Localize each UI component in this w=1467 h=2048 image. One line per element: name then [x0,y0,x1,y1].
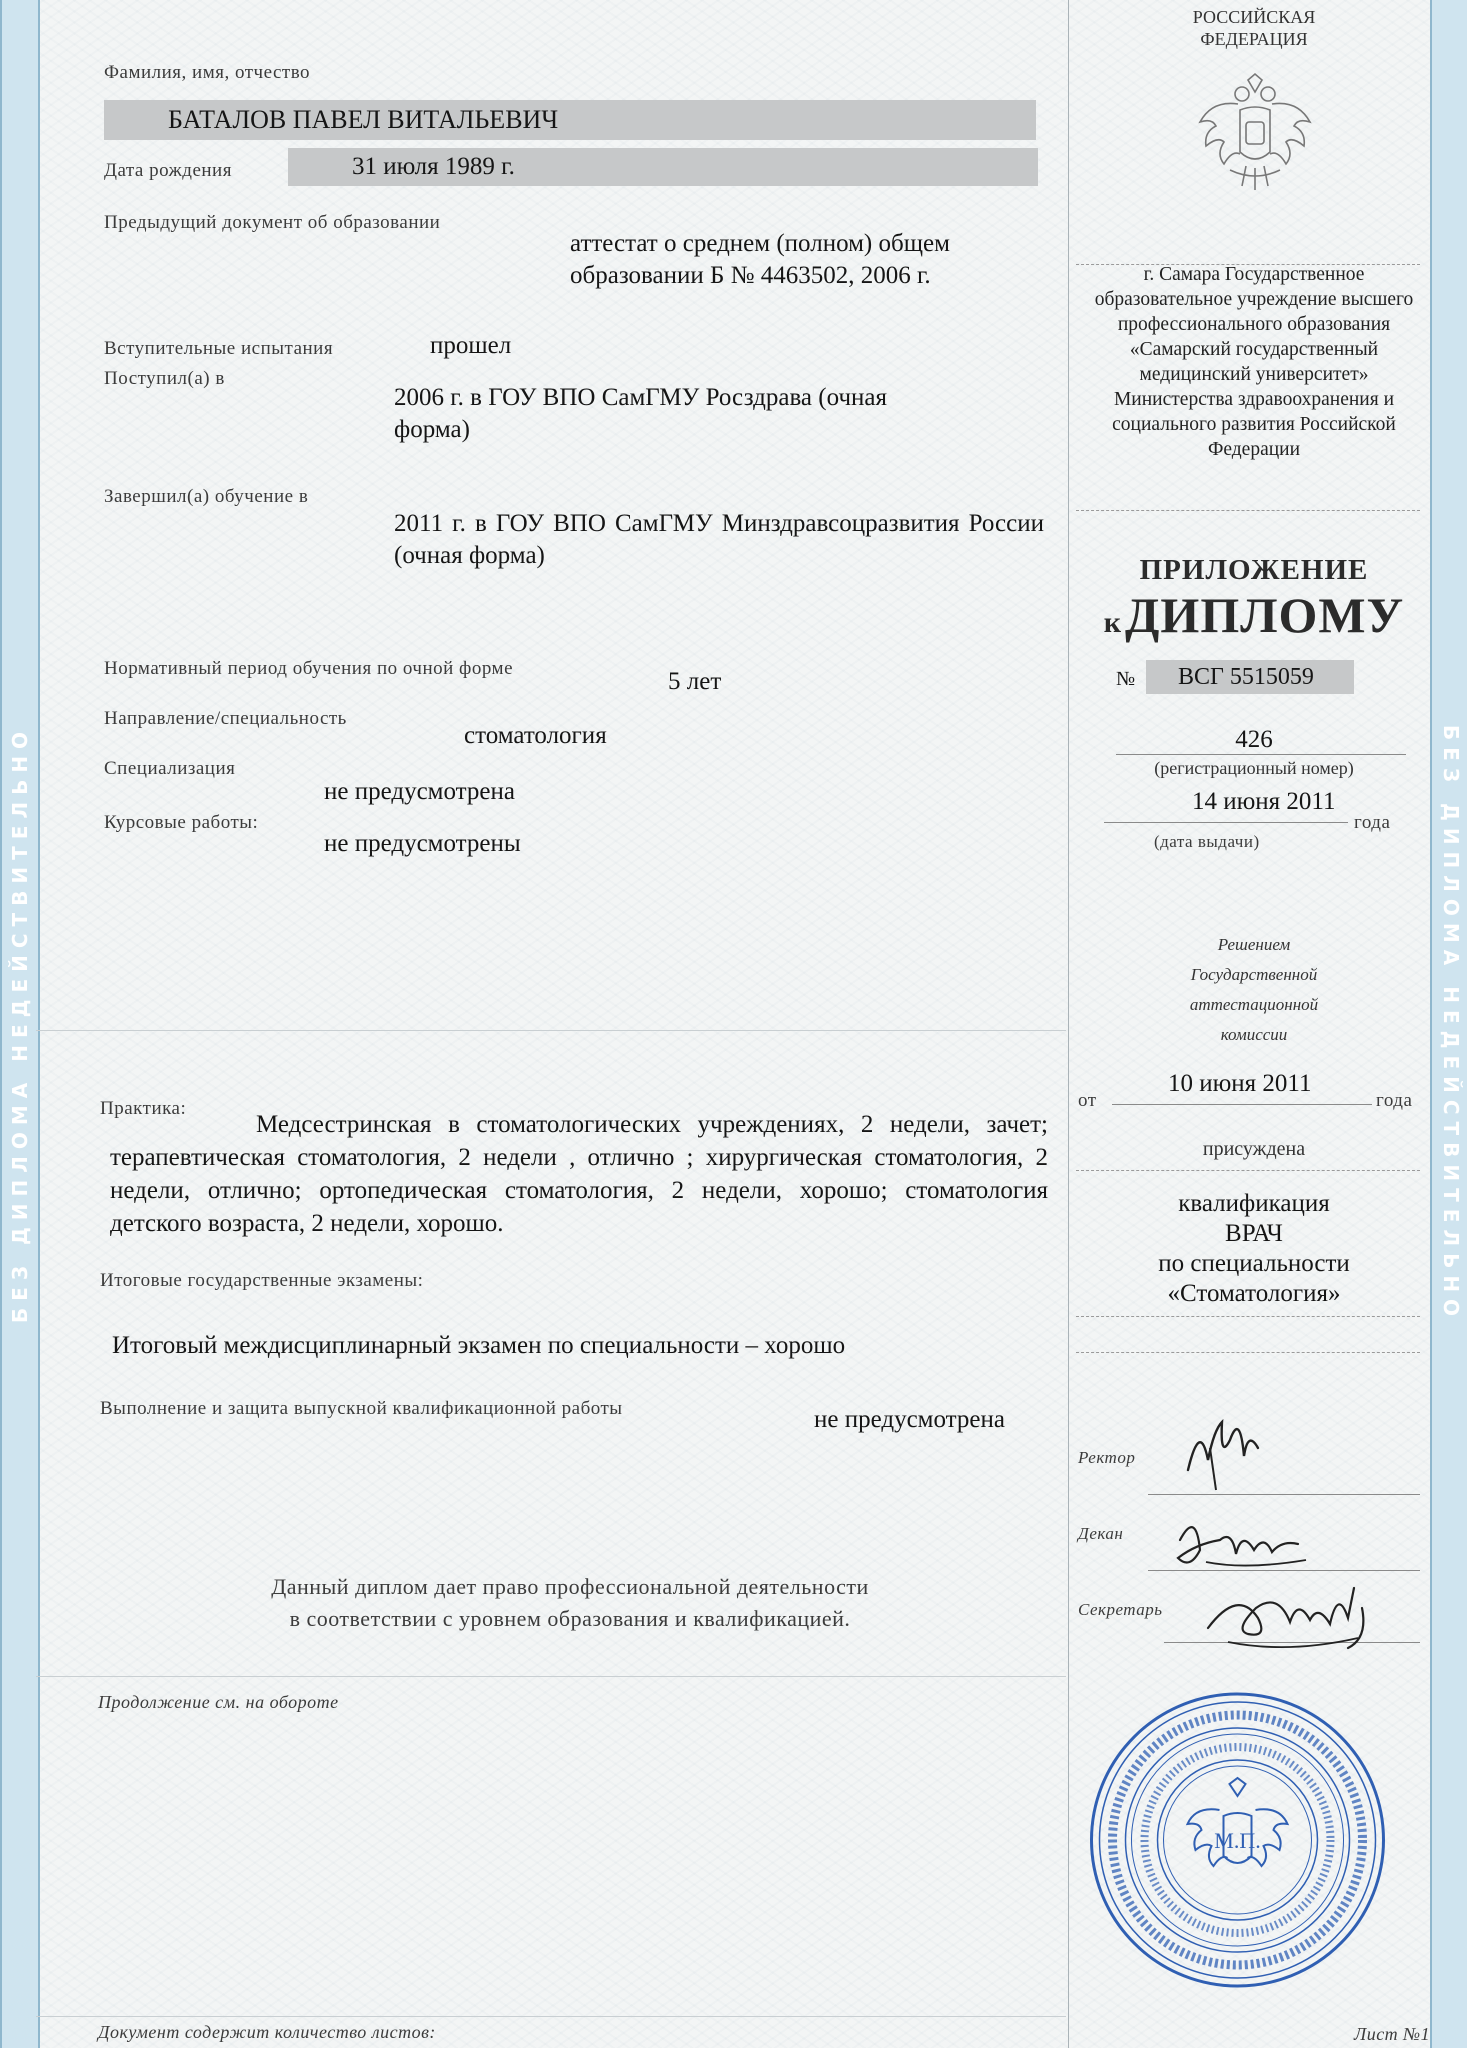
country-line-2: ФЕДЕРАЦИЯ [1200,29,1308,49]
institution-name: г. Самара Государственное образовательное учреждение высшего профессионального образования «Самарский государственный медицинский университет» Министерства здравоохранения и социального развития Российской Федерации [1094,264,1414,460]
awarded-label: присуждена [1202,1138,1306,1160]
from-label: от [1078,1090,1097,1111]
left-border-strip [0,0,40,2048]
admitted-label: Поступил(а) в [104,368,225,389]
rights-line-2: в соответствии с уровнем образования и квалификацией. [289,1606,851,1631]
right-border-strip [1430,0,1467,2048]
issue-year-suffix: года [1354,812,1391,833]
period-value: 5 лет [668,668,722,695]
qualification-line-1 [1076,1316,1420,1317]
coursework-label: Курсовые работы: [104,812,259,833]
appendix-diploma: ДИПЛОМУ [1125,587,1405,643]
appendix-k: к [1103,606,1122,639]
column-divider [1068,0,1069,2048]
practice-value: Медсестринская в стоматологических учреждениях, 2 недели, зачет; терапевтическая стоматология, 2 недели , отлично ; хирургическая стоматология, 2 недели, отлично; ортопедическая стоматология, 2 недели, хорошо; стоматология детского возраста, 2 недели, хорошо. [110,1111,1048,1237]
specialty-name: «Стоматология» [1167,1280,1341,1307]
bottom-line [36,2016,1066,2017]
admitted-value: 2006 г. в ГОУ ВПО СамГМУ Росздрава (очная форма) [394,384,888,443]
number-sign: № [1116,668,1136,690]
seal-center-text: М.П. [1214,1828,1261,1853]
left-strip-text: БЕЗ ДИПЛОМА НЕДЕЙСТВИТЕЛЬНО [8,724,32,1324]
decision-line-4: комиссии [1220,1025,1288,1044]
qualification-label: квалификация [1178,1190,1330,1217]
dean-label: Декан [1078,1524,1124,1543]
right-strip-text: БЕЗ ДИПЛОМА НЕДЕЙСТВИТЕЛЬНО [1438,724,1463,1324]
rector-signature [1170,1400,1270,1500]
continued-note: Продолжение см. на обороте [98,1692,339,1712]
coursework-value: не предусмотрены [324,830,521,857]
birth-label: Дата рождения [104,160,232,181]
country-line-1: РОССИЙСКАЯ [1192,7,1316,27]
diploma-number: ВСГ 5515059 [1146,660,1354,694]
entrance-value: прошел [430,332,512,359]
by-specialty-label: по специальности [1158,1250,1350,1277]
coat-of-arms-emblem [1190,70,1320,200]
awarded-line [1076,1170,1420,1171]
qualification-line-2 [1076,1352,1420,1353]
registration-number: 426 [1235,726,1273,753]
exams-label: Итоговые государственные экзамены: [100,1270,424,1291]
reg-number-line [1116,754,1406,755]
sheets-count-label: Документ содержит количество листов: [98,2022,436,2042]
rights-line-1: Данный диплом дает право профессиональной деятельности [271,1574,869,1599]
prev-doc-label: Предыдущий документ об образовании [104,212,441,233]
commission-decision [1088,930,1420,1050]
prev-doc-value: аттестат о среднем (полном) общем образовании Б № 4463502, 2006 г. [570,230,950,289]
specialty-value: стоматология [464,722,607,749]
commission-date-line [1112,1104,1372,1105]
practice-label: Практика: [100,1098,187,1119]
secretary-signature [1198,1568,1378,1668]
commission-date: 10 июня 2011 [1168,1070,1312,1097]
institution-bottom-line [1076,510,1420,511]
specialization-value: не предусмотрена [324,778,515,805]
reg-number-caption: (регистрационный номер) [1154,758,1354,778]
decision-line-1: Решением [1217,935,1291,954]
decision-line-2: Государственной [1190,965,1318,984]
official-seal [1085,1690,1390,1990]
issue-date-line [1104,822,1348,823]
appendix-title: ПРИЛОЖЕНИЕ [1139,554,1369,586]
secretary-label: Секретарь [1078,1600,1163,1619]
fold-line [36,1030,1066,1031]
completed-label: Завершил(а) обучение в [104,486,309,507]
decision-line-3: аттестационной [1189,995,1319,1014]
section-line [36,1676,1066,1677]
issue-date: 14 июня 2011 [1192,788,1336,815]
qualification-value: ВРАЧ [1225,1220,1283,1247]
commission-year-suffix: года [1376,1090,1413,1111]
thesis-label: Выполнение и защита выпускной квалификационной работы [100,1398,623,1419]
thesis-value: не предусмотрена [814,1406,1005,1433]
birth-value: 31 июля 1989 г. [288,148,1038,186]
name-value: БАТАЛОВ ПАВЕЛ ВИТАЛЬЕВИЧ [104,100,1036,140]
name-label: Фамилия, имя, отчество [104,62,311,83]
sheet-number: Лист №1 [1354,2024,1431,2044]
entrance-label: Вступительные испытания [104,338,334,359]
country-name [1088,6,1420,50]
exams-value: Итоговый междисциплинарный экзамен по специальности – хорошо [112,1332,846,1359]
completed-value: 2011 г. в ГОУ ВПО СамГМУ Минздравсоцразвития России (очная форма) [394,510,1044,569]
rector-label: Ректор [1078,1448,1136,1467]
specialty-label: Направление/специальность [104,708,347,729]
period-label: Нормативный период обучения по очной форме [104,658,514,679]
specialization-label: Специализация [104,758,236,779]
issue-date-caption: (дата выдачи) [1154,832,1260,851]
appendix-subtitle [1088,586,1420,644]
